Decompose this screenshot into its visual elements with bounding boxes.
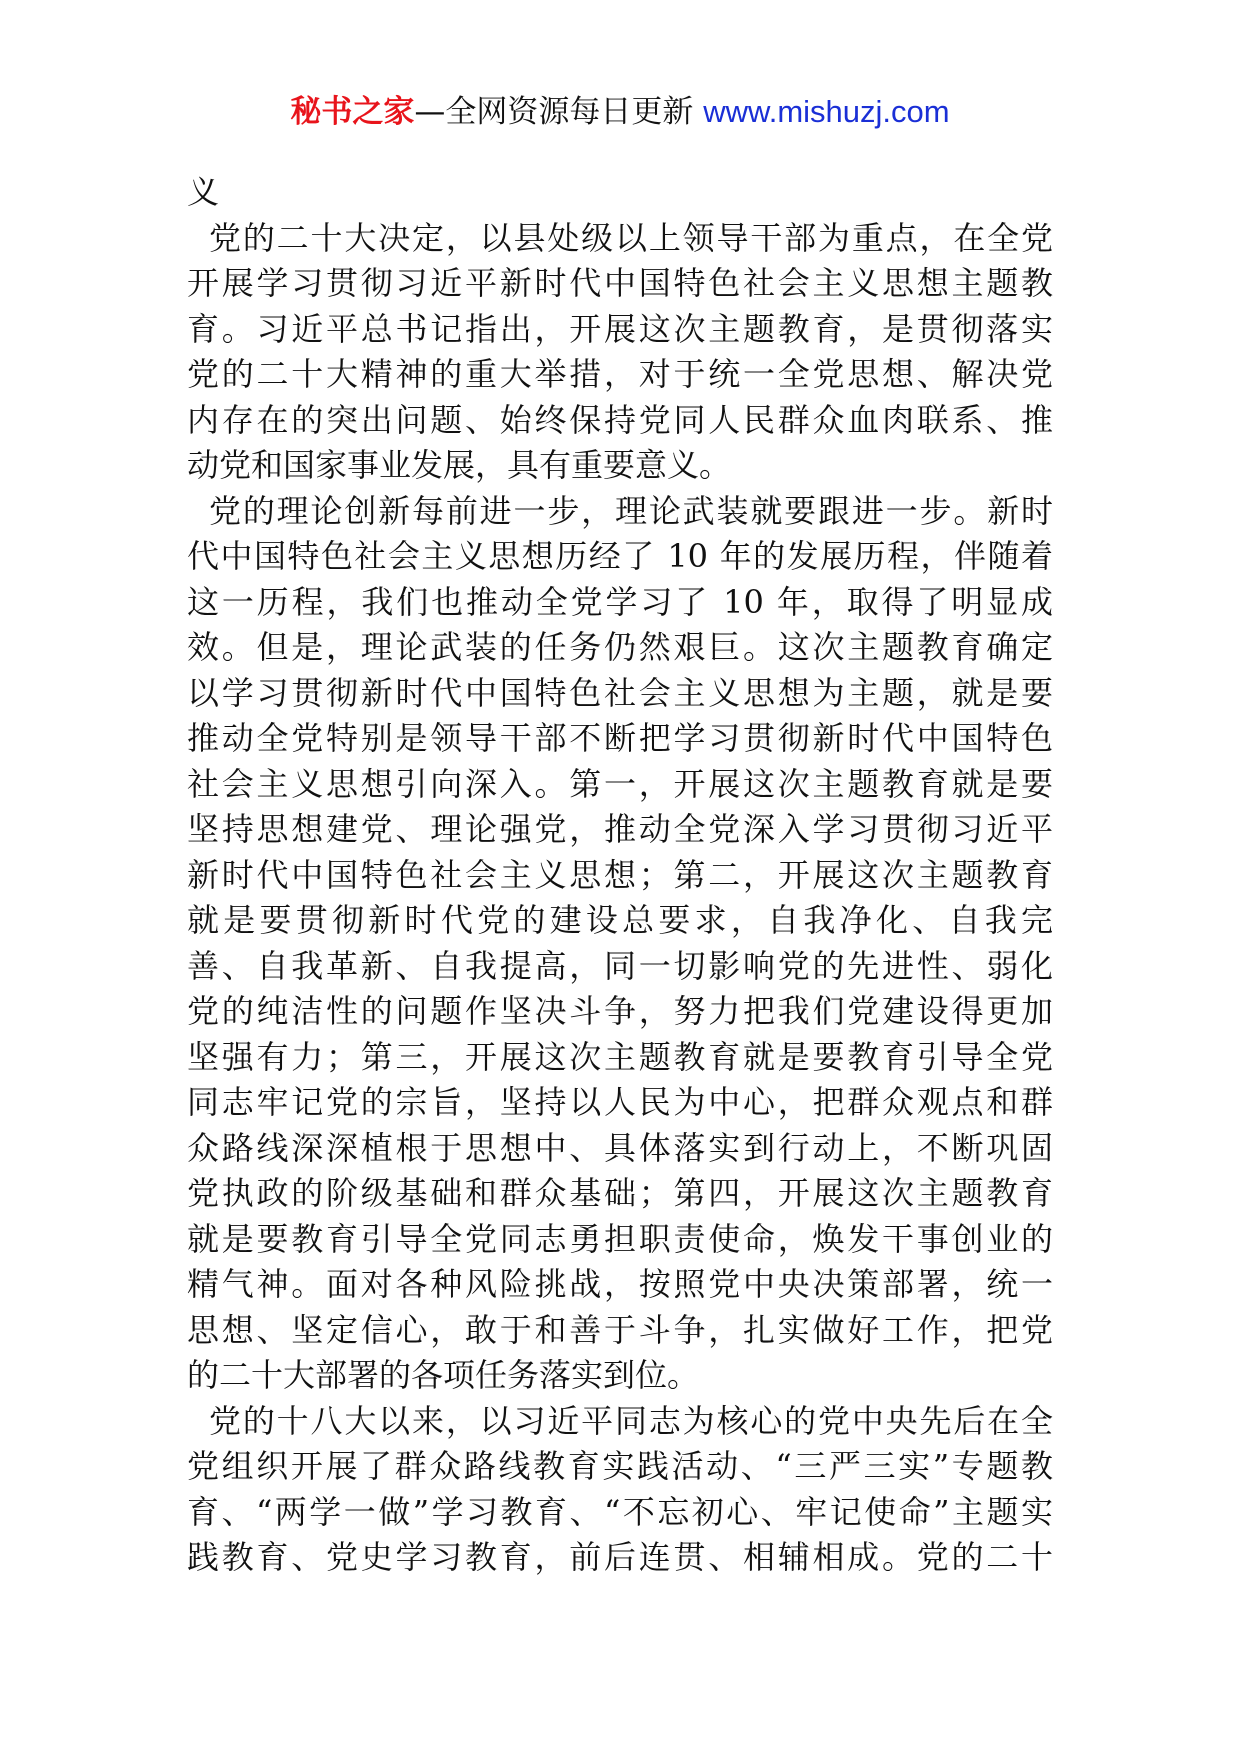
text-line: 代中国特色社会主义思想历经了 10 年的发展历程，伴随着	[187, 537, 1053, 575]
text-line: 育。习近平总书记指出，开展这次主题教育，是贯彻落实	[187, 309, 1053, 348]
text-line: 育、“两学一做”学习教育、“不忘初心、牢记使命”主题实	[187, 1492, 1053, 1531]
text-line: 的二十大部署的各项任务落实到位。	[187, 1356, 700, 1394]
text-line: 党的纯洁性的问题作坚决斗争，努力把我们党建设得更加	[187, 992, 1053, 1030]
text-line: 同志牢记党的宗旨，坚持以人民为中心，把群众观点和群	[187, 1083, 1053, 1121]
text-line: 动党和国家事业发展，具有重要意义。	[187, 446, 732, 484]
header-tagline: —全网资源每日更新	[414, 94, 704, 130]
text-line: 效。但是，理论武装的任务仍然艰巨。这次主题教育确定	[187, 628, 1053, 666]
text-line: 党的二十大精神的重大举措，对于统一全党思想、解决党	[187, 355, 1053, 393]
text-line: 坚持思想建党、理论强党，推动全党深入学习贯彻习近平	[187, 810, 1053, 848]
text-line: 善、自我革新、自我提高，同一切影响党的先进性、弱化	[187, 946, 1053, 985]
text-line: 就是要教育引导全党同志勇担职责使命，焕发干事创业的	[187, 1219, 1053, 1258]
text-line: 义	[187, 173, 220, 211]
text-line: 这一历程，我们也推动全党学习了 10 年，取得了明显成	[187, 582, 1053, 621]
text-line: 践教育、党史学习教育，前后连贯、相辅相成。党的二十	[187, 1538, 1053, 1576]
text-line: 党的理论创新每前进一步，理论武装就要跟进一步。新时	[209, 491, 1053, 530]
text-line: 社会主义思想引向深入。第一，开展这次主题教育就是要	[187, 764, 1053, 803]
text-line: 精气神。面对各种风险挑战，按照党中央决策部署，统一	[187, 1265, 1053, 1303]
text-line: 就是要贯彻新时代党的建设总要求，自我净化、自我完	[187, 901, 1053, 939]
text-line: 坚强有力；第三，开展这次主题教育就是要教育引导全党	[187, 1037, 1053, 1076]
text-line: 内存在的突出问题、始终保持党同人民群众血肉联系、推	[187, 400, 1053, 439]
text-line: 开展学习贯彻习近平新时代中国特色社会主义思想主题教	[187, 264, 1053, 302]
text-line: 党组织开展了群众路线教育实践活动、“三严三实”专题教	[187, 1447, 1053, 1485]
text-line: 党的十八大以来，以习近平同志为核心的党中央先后在全	[209, 1401, 1053, 1440]
text-line: 以学习贯彻新时代中国特色社会主义思想为主题，就是要	[187, 673, 1053, 712]
header-brand: 秘书之家	[290, 94, 415, 130]
text-line: 思想、坚定信心，敢于和善于斗争，扎实做好工作，把党	[187, 1310, 1053, 1349]
text-line: 推动全党特别是领导干部不断把学习贯彻新时代中国特色	[187, 719, 1053, 757]
text-line: 党执政的阶级基础和群众基础；第四，开展这次主题教育	[187, 1174, 1053, 1212]
page-header	[0, 92, 1240, 132]
text-line: 众路线深深植根于思想中、具体落实到行动上，不断巩固	[187, 1128, 1053, 1167]
text-line: 新时代中国特色社会主义思想；第二，开展这次主题教育	[187, 855, 1053, 894]
text-line: 党的二十大决定，以县处级以上领导干部为重点，在全党	[209, 218, 1053, 257]
document-body	[187, 170, 1053, 1581]
header-url[interactable]: www.mishuzj.com	[703, 94, 950, 129]
